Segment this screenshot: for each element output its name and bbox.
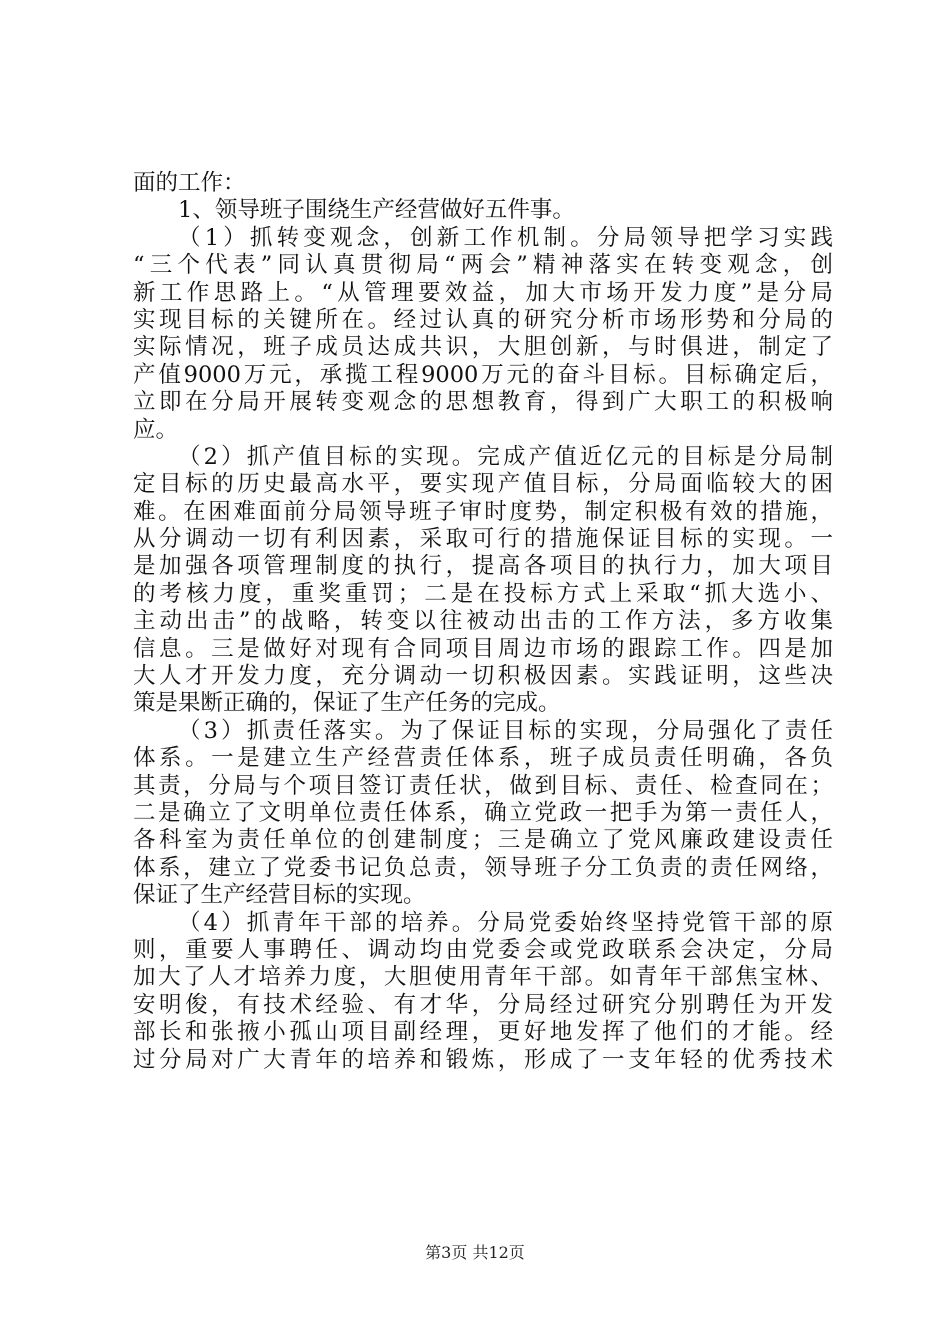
text-line: “三个代表”同认真贯彻局“两会”精神落实在转变观念，创 xyxy=(133,252,833,279)
text-line: 是加强各项管理制度的执行，提高各项目的执行力，加大项目 xyxy=(133,553,833,580)
text-line: （1）抓转变观念，创新工作机制。分局领导把学习实践 xyxy=(178,224,833,251)
text-line: 实际情况，班子成员达成共识，大胆创新，与时俱进，制定了 xyxy=(133,334,833,361)
text-line: （4）抓青年干部的培养。分局党委始终坚持党管干部的原 xyxy=(178,909,833,936)
text-line: 产值9000万元，承揽工程9000万元的奋斗目标。目标确定后， xyxy=(133,361,833,388)
page-footer: 第3页 共12页 xyxy=(425,1243,525,1262)
text-line: 的考核力度，重奖重罚；二是在投标方式上采取“抓大选小、 xyxy=(133,580,833,607)
text-line: 其责，分局与个项目签订责任状，做到目标、责任、检查同在； xyxy=(133,772,833,799)
text-line: 安明俊，有技术经验、有才华，分局经过研究分别聘任为开发 xyxy=(133,991,833,1018)
text-line: 策是果断正确的，保证了生产任务的完成。 xyxy=(133,690,561,717)
text-line: 面的工作： xyxy=(133,170,246,196)
text-line: 从分调动一切有利因素，采取可行的措施保证目标的实现。一 xyxy=(133,526,833,553)
document-body xyxy=(133,170,833,1074)
text-line: 各科室为责任单位的创建制度；三是确立了党风廉政建设责任 xyxy=(133,827,833,854)
text-line: 新工作思路上。“从管理要效益，加大市场开发力度”是分局 xyxy=(133,279,833,306)
text-line: 大人才开发力度，充分调动一切积极因素。实践证明，这些决 xyxy=(133,663,833,690)
text-line: 应。 xyxy=(133,416,179,443)
text-line: （3）抓责任落实。为了保证目标的实现，分局强化了责任 xyxy=(178,717,833,744)
text-line: （2）抓产值目标的实现。完成产值近亿元的目标是分局制 xyxy=(178,443,833,470)
text-line: 1、领导班子围绕生产经营做好五件事。 xyxy=(178,197,575,224)
text-line: 主动出击”的战略，转变以往被动出击的工作方法，多方收集 xyxy=(133,608,833,635)
text-line: 则，重要人事聘任、调动均由党委会或党政联系会决定，分局 xyxy=(133,936,833,963)
text-line: 实现目标的关键所在。经过认真的研究分析市场形势和分局的 xyxy=(133,306,833,333)
text-line: 难。在困难面前分局领导班子审时度势，制定积极有效的措施， xyxy=(133,498,833,525)
text-line: 定目标的历史最高水平，要实现产值目标，分局面临较大的困 xyxy=(133,471,833,498)
text-line: 二是确立了文明单位责任体系，确立党政一把手为第一责任人， xyxy=(133,799,833,826)
text-line: 保证了生产经营目标的实现。 xyxy=(133,882,426,909)
text-line: 部长和张掖小孤山项目副经理，更好地发挥了他们的才能。经 xyxy=(133,1019,833,1046)
text-line: 体系，建立了党委书记负总责，领导班子分工负责的责任网络， xyxy=(133,854,833,881)
text-line: 信息。三是做好对现有合同项目周边市场的跟踪工作。四是加 xyxy=(133,635,833,662)
text-line: 体系。一是建立生产经营责任体系，班子成员责任明确，各负 xyxy=(133,745,833,772)
text-line: 立即在分局开展转变观念的思想教育，得到广大职工的积极响 xyxy=(133,389,833,416)
text-line: 加大了人才培养力度，大胆使用青年干部。如青年干部焦宝林、 xyxy=(133,964,833,991)
text-line: 过分局对广大青年的培养和锻炼，形成了一支年轻的优秀技术 xyxy=(133,1046,833,1073)
